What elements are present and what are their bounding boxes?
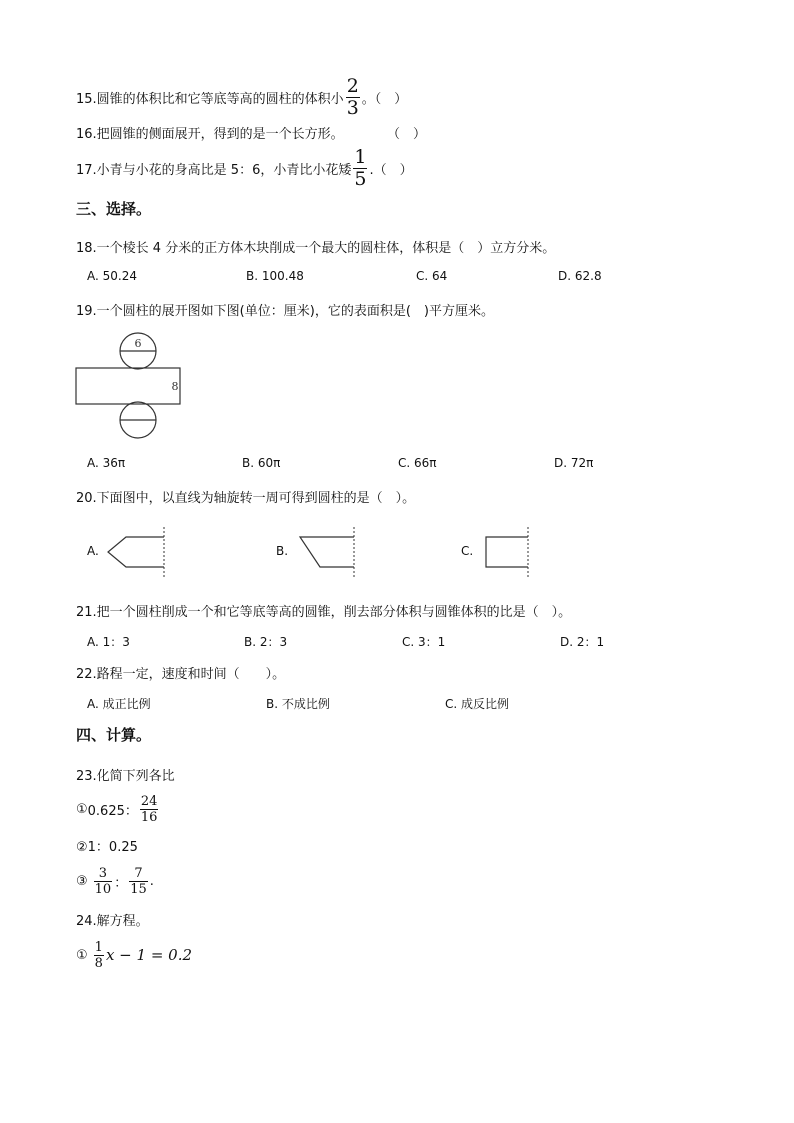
shape-a-figure: [104, 525, 170, 579]
fraction-3-10: [94, 867, 113, 896]
item-marker: ②: [76, 840, 88, 855]
fraction-numerator: 24: [140, 793, 158, 809]
fraction-denominator: 16: [140, 809, 158, 825]
fraction-24-16: [140, 795, 159, 824]
diameter-label: 6: [134, 337, 142, 350]
question-15-text: 15.圆锥的体积比和它等底等高的圆柱的体积小: [76, 91, 344, 107]
height-label: 8: [171, 380, 179, 393]
question-22-text: 22.路程一定，速度和时间（ ）。: [76, 667, 286, 682]
ratio-left: 0.625：: [87, 803, 138, 819]
option-c[interactable]: C. 成反比例: [445, 697, 510, 711]
option-c[interactable]: C. 3：1: [402, 635, 446, 649]
fraction-numerator: 7: [134, 865, 143, 881]
shape-c-outline: [486, 537, 528, 567]
item-marker: ①: [76, 801, 88, 817]
option-a[interactable]: A. 36π: [87, 456, 126, 470]
fraction-denominator: 8: [94, 955, 103, 971]
option-d[interactable]: D. 2：1: [560, 635, 605, 649]
ratio-separator: ：: [114, 875, 128, 891]
fraction-1-8: [94, 941, 104, 970]
fraction-denominator: 15: [130, 881, 147, 897]
question-20-text: 20.下面图中，以直线为轴旋转一周可得到圆柱的是（ ）。: [76, 491, 416, 506]
equation-rest: x − 1 = 0.2: [105, 946, 193, 964]
option-c[interactable]: C.: [461, 544, 474, 558]
option-b[interactable]: B. 100.48: [246, 269, 304, 283]
shape-b-outline: [300, 537, 354, 567]
question-17-text: 17.小青与小花的身高比是 5：6，小青比小花矮: [76, 162, 352, 178]
question-16: [76, 123, 344, 142]
side-rectangle: [76, 368, 180, 404]
q23-item-3: [76, 864, 154, 898]
fraction-numerator: 2: [346, 74, 359, 97]
shape-c-figure: [478, 525, 538, 579]
fraction-denominator: 3: [346, 96, 359, 119]
section-heading-4: 四、计算。: [76, 726, 152, 744]
fraction-numerator: 1: [354, 145, 367, 168]
fraction-1-5: [353, 145, 367, 190]
option-d[interactable]: D. 72π: [554, 456, 594, 470]
fraction-denominator: 5: [354, 167, 367, 190]
fraction-denominator: 10: [94, 881, 112, 897]
ratio-text: 1：0.25: [87, 840, 138, 855]
q23-item-2: [76, 836, 138, 855]
option-b[interactable]: B.: [276, 544, 289, 558]
option-c[interactable]: C. 64: [416, 269, 448, 283]
fraction-7-15: [129, 867, 148, 896]
option-b[interactable]: B. 60π: [242, 456, 281, 470]
option-b[interactable]: B. 不成比例: [266, 697, 330, 711]
option-c[interactable]: C. 66π: [398, 456, 437, 470]
question-21-text: 21.把一个圆柱削成一个和它等底等高的圆锥，削去部分体积与圆锥体积的比是（ ）。: [76, 605, 572, 620]
question-15: [76, 74, 408, 119]
trailing-period: .: [149, 873, 154, 889]
cylinder-net-figure: [72, 330, 192, 442]
question-19-text: 19.一个圆柱的展开图如下图(单位：厘米)，它的表面积是( )平方厘米。: [76, 304, 494, 319]
option-d[interactable]: D. 62.8: [558, 269, 602, 283]
section-heading-3: 三、选择。: [76, 200, 152, 218]
item-marker: ③: [76, 873, 88, 889]
option-a[interactable]: A.: [87, 544, 99, 558]
option-a[interactable]: A. 1：3: [87, 635, 130, 649]
question-18-text: 18.一个棱长 4 分米的正方体木块削成一个最大的圆柱体，体积是（ ）立方分米。: [76, 241, 556, 256]
option-a[interactable]: A. 50.24: [87, 269, 137, 283]
fraction-numerator: 1: [94, 939, 103, 955]
question-16-text: 16.把圆锥的侧面展开，得到的是一个长方形。: [76, 127, 344, 142]
q24-item-1: [76, 937, 192, 973]
item-marker: ①: [76, 947, 88, 963]
shape-b-figure: [294, 525, 360, 579]
fraction-numerator: 3: [98, 865, 108, 881]
option-b[interactable]: B. 2：3: [244, 635, 288, 649]
question-23-text: 23.化简下列各比: [76, 769, 175, 784]
shape-a-outline: [108, 537, 164, 567]
option-a[interactable]: A. 成正比例: [87, 697, 151, 711]
question-17: [76, 145, 413, 190]
answer-paren: .（ ）: [369, 162, 413, 178]
question-24-text: 24.解方程。: [76, 914, 149, 929]
fraction-2-3: [346, 74, 360, 119]
q23-item-1: [76, 792, 160, 826]
answer-paren: （ ）: [387, 127, 427, 142]
answer-paren: 。（ ）: [361, 91, 408, 107]
